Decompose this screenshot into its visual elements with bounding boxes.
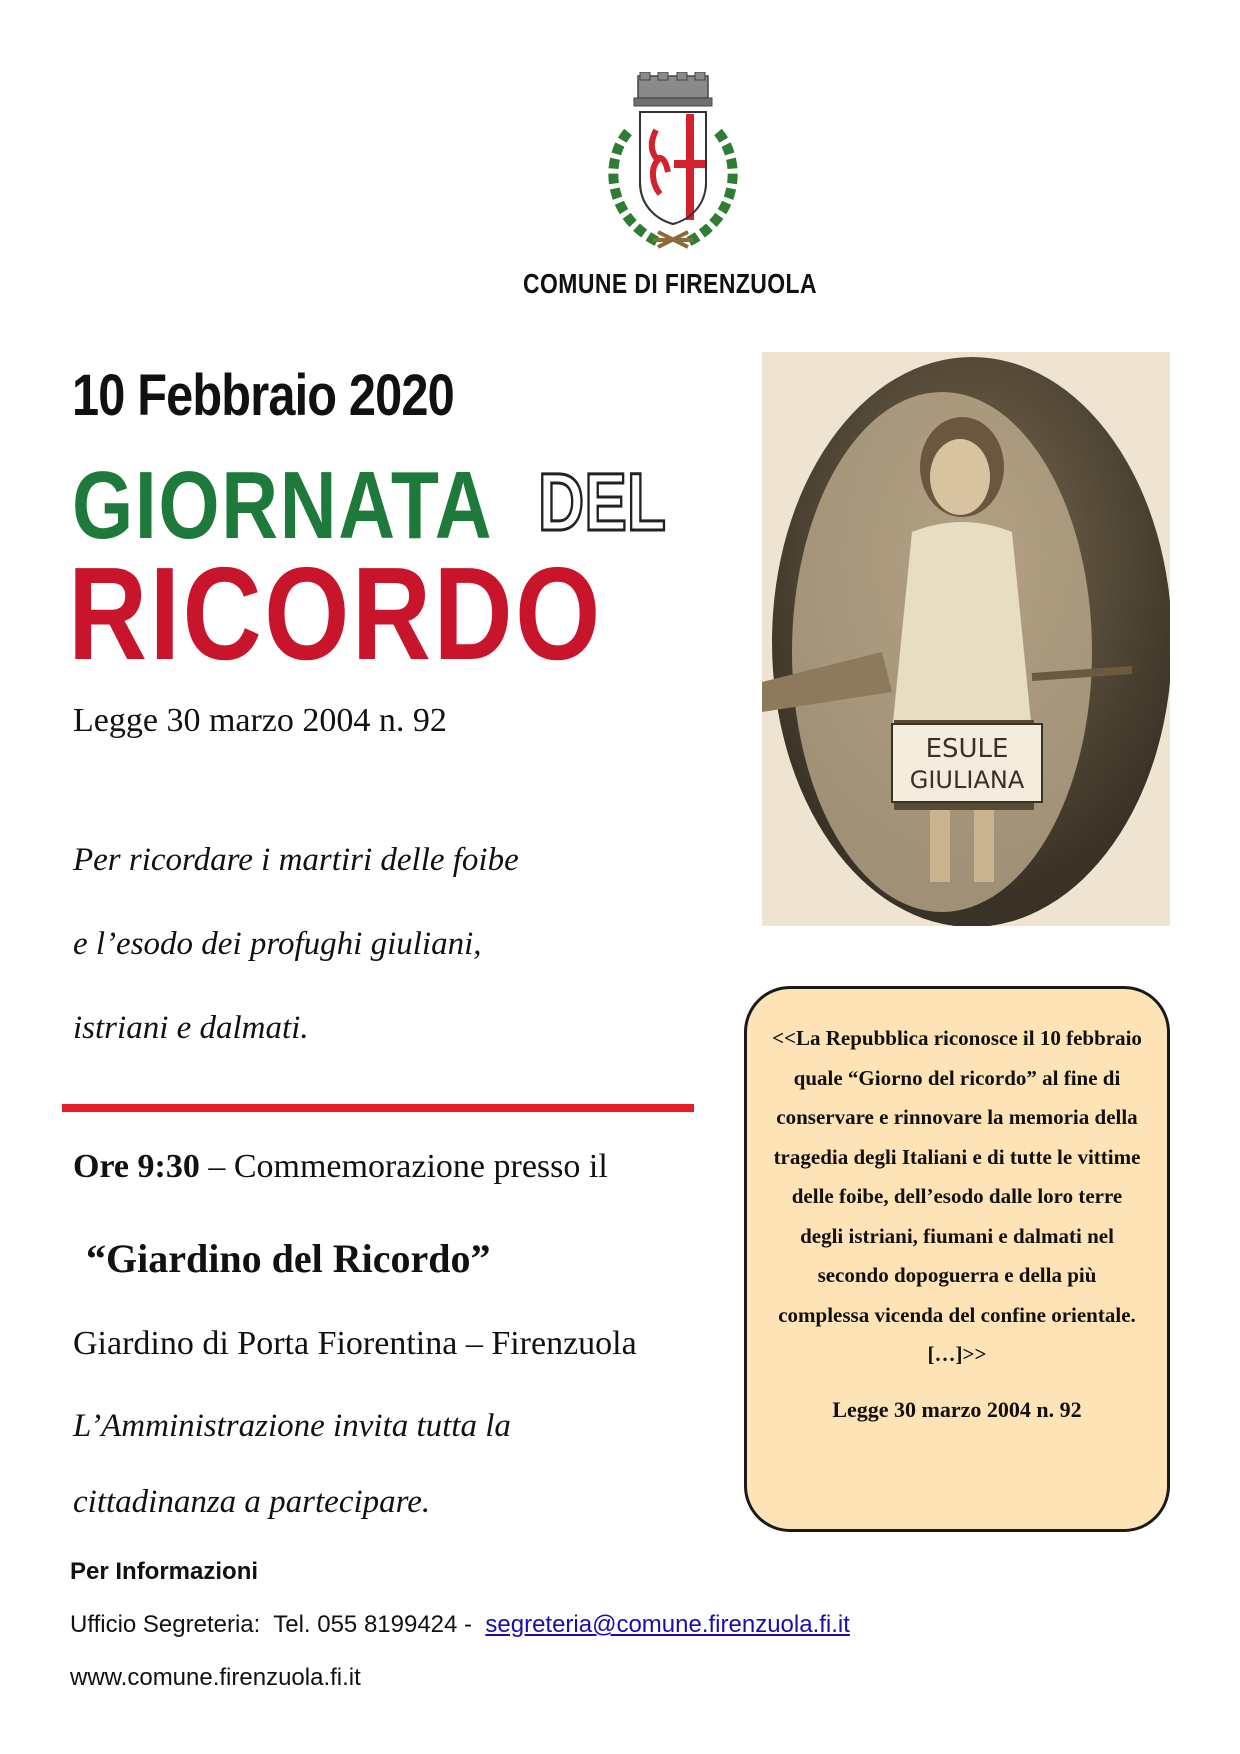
ceremony-description: – Commemorazione presso il bbox=[199, 1148, 608, 1185]
office-phone: Ufficio Segreteria: Tel. 055 8199424 - bbox=[70, 1611, 486, 1638]
invite-line: L’Amministrazione invita tutta la bbox=[73, 1408, 511, 1444]
website-url: www.comune.firenzuola.fi.it bbox=[70, 1664, 361, 1691]
venue-address: Giardino di Porta Fiorentina – Firenzuola bbox=[73, 1325, 637, 1362]
title-word-giornata: GIORNATA bbox=[72, 452, 494, 559]
title-word-ricordo: RICORDO bbox=[68, 540, 603, 687]
purpose-line: Per ricordare i martiri delle foibe bbox=[73, 842, 519, 878]
law-quote-box bbox=[744, 986, 1170, 1532]
historic-photo bbox=[762, 352, 1170, 926]
red-divider bbox=[62, 1104, 694, 1112]
event-date: 10 Febbraio 2020 bbox=[72, 363, 454, 428]
info-heading: Per Informazioni bbox=[70, 1558, 259, 1585]
photo-illustration bbox=[762, 352, 1170, 926]
sign-text-line1: ESULE bbox=[925, 734, 1009, 764]
venue-name: “Giardino del Ricordo” bbox=[86, 1236, 491, 1281]
office-contact-line bbox=[70, 1611, 850, 1639]
purpose-line: e l’esodo dei profughi giuliani, bbox=[73, 926, 482, 962]
email-link[interactable]: segreteria@comune.firenzuola.fi.it bbox=[485, 1611, 850, 1638]
invite-line: cittadinanza a partecipare. bbox=[73, 1484, 431, 1520]
purpose-line: istriani e dalmati. bbox=[73, 1010, 309, 1046]
ceremony-time: Ore 9:30 bbox=[73, 1148, 200, 1185]
law-quote-text: <<La Repubblica riconosce il 10 febbraio quale “Giorno del ricordo” al fine di conservare e rinnovare la memoria della tragedia degli Italiani e di tutte le vittime delle foibe, dell’esodo dalle loro terre degli istriani, fiumani e dalmati nel secondo dopoguerra e della più complessa vicenda del confine orientale. […]>> bbox=[772, 1026, 1142, 1366]
title-word-del: DEL bbox=[538, 457, 666, 548]
sign-text-line2: GIULIANA bbox=[909, 766, 1025, 794]
org-name: COMUNE DI FIRENZUOLA bbox=[523, 268, 817, 299]
law-quote-source: Legge 30 marzo 2004 n. 92 bbox=[832, 1396, 1082, 1422]
municipal-crest-icon bbox=[598, 72, 748, 257]
ceremony-time-line bbox=[73, 1148, 608, 1186]
law-reference: Legge 30 marzo 2004 n. 92 bbox=[73, 702, 447, 739]
